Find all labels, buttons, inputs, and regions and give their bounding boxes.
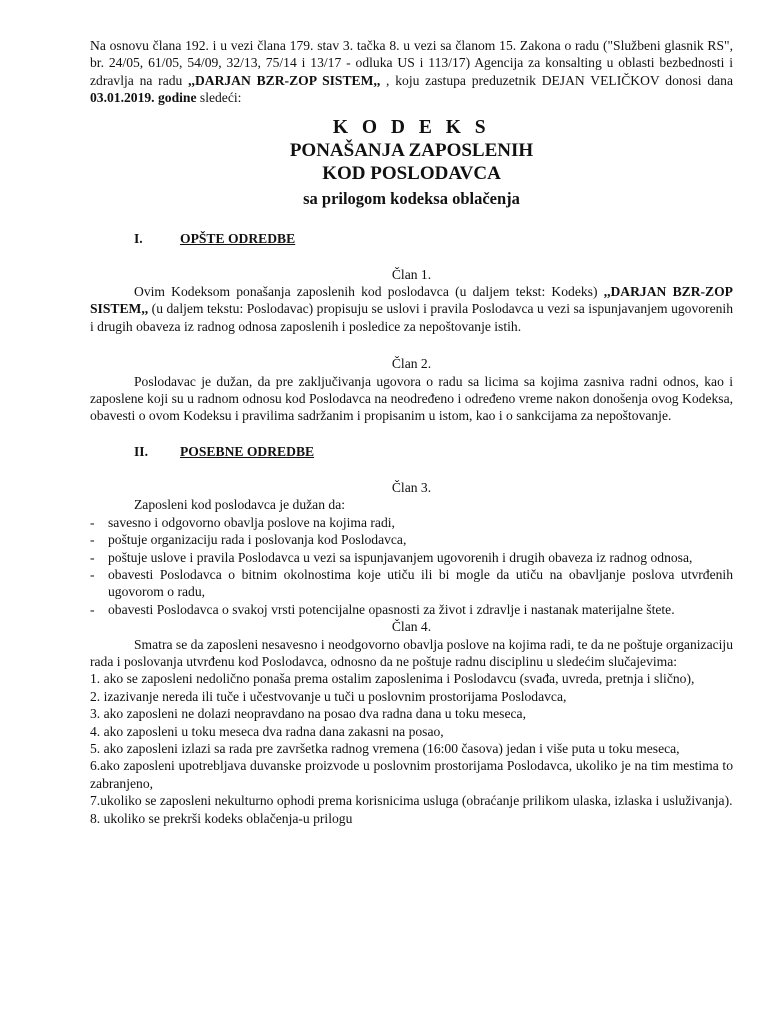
article-4-heading: Član 4. (391, 619, 432, 635)
list-item: - savesno i odgovorno obavlja poslove na kojima radi, (90, 514, 733, 531)
article-1-company-name: ,,DARJAN BZR-ZOP SISTEM,, (90, 284, 733, 317)
list-item: 8. ukoliko se prekrši kodeks oblačenja-u prilogu (90, 810, 353, 826)
intro-paragraph (90, 37, 733, 107)
list-item: - obavesti Poslodavca o bitnim okolnostima koje utiču ili bi mogle da utiču na obavljanje poslova utvrđenih ugovorom o radu, (90, 566, 733, 601)
list-item: 3. ako zaposleni ne dolazi neopravdano na posao dva radna dana u toku meseca, (90, 706, 526, 722)
intro-company-name: ,,DARJAN BZR-ZOP SISTEM,, (188, 72, 381, 88)
section-number: II. (134, 443, 148, 459)
section-heading-1 (90, 230, 733, 248)
list-item: 7.ukoliko se zaposleni nekulturno ophodi prema korisnicima usluga (obraćanje prilikom ulaska, izlaska i usluživanja). (90, 793, 733, 809)
section-name: POSEBNE ODREDBE (180, 443, 315, 459)
intro-text: Na osnovu člana 192. i u vezi člana 179. stav 3. tačka 8. u vezi sa članom 15. Zakona o radu ("Službeni glasnik RS", br. 24/05, 61/05, 54/09, 32/13, 75/14 i 13/17 - odluka US i 113/17) Agencija za konsalting u oblasti bezbednosti i zdravlja na radu (90, 38, 733, 88)
article-1-heading: Član 1. (391, 266, 432, 282)
intro-text-2: , koju zastupa preduzetnik DEJAN VELIČKOV donosi dana (380, 72, 733, 88)
list-item: 4. ako zaposleni u toku meseca dva radna dana zakasni na posao, (90, 723, 444, 739)
list-item: - poštuje organizaciju rada i poslovanja kod Poslodavca, (90, 531, 733, 548)
title-line-4: sa prilogom kodeksa oblačenja (303, 188, 520, 208)
list-item: 6.ako zaposleni upotrebljava duvanske proizvode u poslovnim prostorijama Poslodavca, ukoliko je na tim mestima to zabranjeno, (90, 758, 733, 791)
article-2-heading: Član 2. (391, 356, 432, 372)
article-2-text: Poslodavac je dužan, da pre zaključivanja ugovora o radu sa licima sa kojima zasniva radni odnos, kao i zaposlene koji su u radnom odnosu kod Poslodavca na neodređeno i određeno vreme nakon donošenja ovog Kodeksa, obavesti o ovom Kodeksu i pravilima sadržanim i propisanim u istom, kao i o sankcijama za nepoštovanje. (90, 373, 733, 424)
intro-date: 03.01.2019. godine (90, 90, 197, 106)
section-heading-2 (90, 443, 733, 461)
section-number: I. (134, 230, 143, 246)
intro-text-3: sledeći: (196, 90, 242, 106)
title-line-2: PONAŠANJA ZAPOSLENIH (289, 139, 534, 161)
article-3-heading: Član 3. (391, 479, 432, 495)
list-item: - poštuje uslove i pravila Poslodavca u vezi sa ispunjavanjem ugovorenih i drugih obaveza iz radnog odnosa, (90, 549, 733, 566)
article-3-lead: Zaposleni kod poslodavca je dužan da: (134, 497, 346, 513)
list-item: - obavesti Poslodavca o svakoj vrsti potencijalne opasnosti za život i zdravlje i nastanak materijalne štete. (90, 601, 733, 618)
article-1-text-part-2: (u daljem tekstu: Poslodavac) propisuju se uslovi i pravila Poslodavca u vezi sa ispunjavanjem ugovorenih i drugih obaveza iz radnog odnosa zaposlenih i posledice za nepoštovanje istih. (90, 301, 733, 334)
document-body (90, 37, 733, 827)
list-item: 2. izazivanje nereda ili tuče i učestvovanje u tuči u poslovnim prostorijama Poslodavca, (90, 688, 567, 704)
article-4-lead: Smatra se da zaposleni nesavesno i neodgovorno obavlja poslove na kojima radi, te da ne poštuje organizaciju rada i poslovanja utvrđenu kod Poslodavca, odnosno da ne poštuje radnu disciplinu u sledećim slučajevima: (90, 636, 733, 669)
document-title (90, 117, 733, 210)
article-1-text (90, 283, 733, 335)
title-line-3: KOD POSLODAVCA (322, 162, 501, 184)
article-4-list (90, 670, 733, 827)
list-item: 1. ako se zaposleni nedolično ponaša prema ostalim zaposlenima i Poslodavcu (svađa, uvreda, pretnja i slično), (90, 671, 695, 687)
list-item: 5. ako zaposleni izlazi sa rada pre završetka radnog vremena (16:00 časova) jedan i više puta u toku meseca, (90, 740, 680, 756)
title-line-1: K O D E K S (332, 116, 491, 138)
article-3-list (90, 514, 733, 618)
article-1-text-part: Ovim Kodeksom ponašanja zaposlenih kod poslodavca (u daljem tekst: Kodeks) (134, 284, 604, 300)
section-name: OPŠTE ODREDBE (180, 230, 296, 246)
